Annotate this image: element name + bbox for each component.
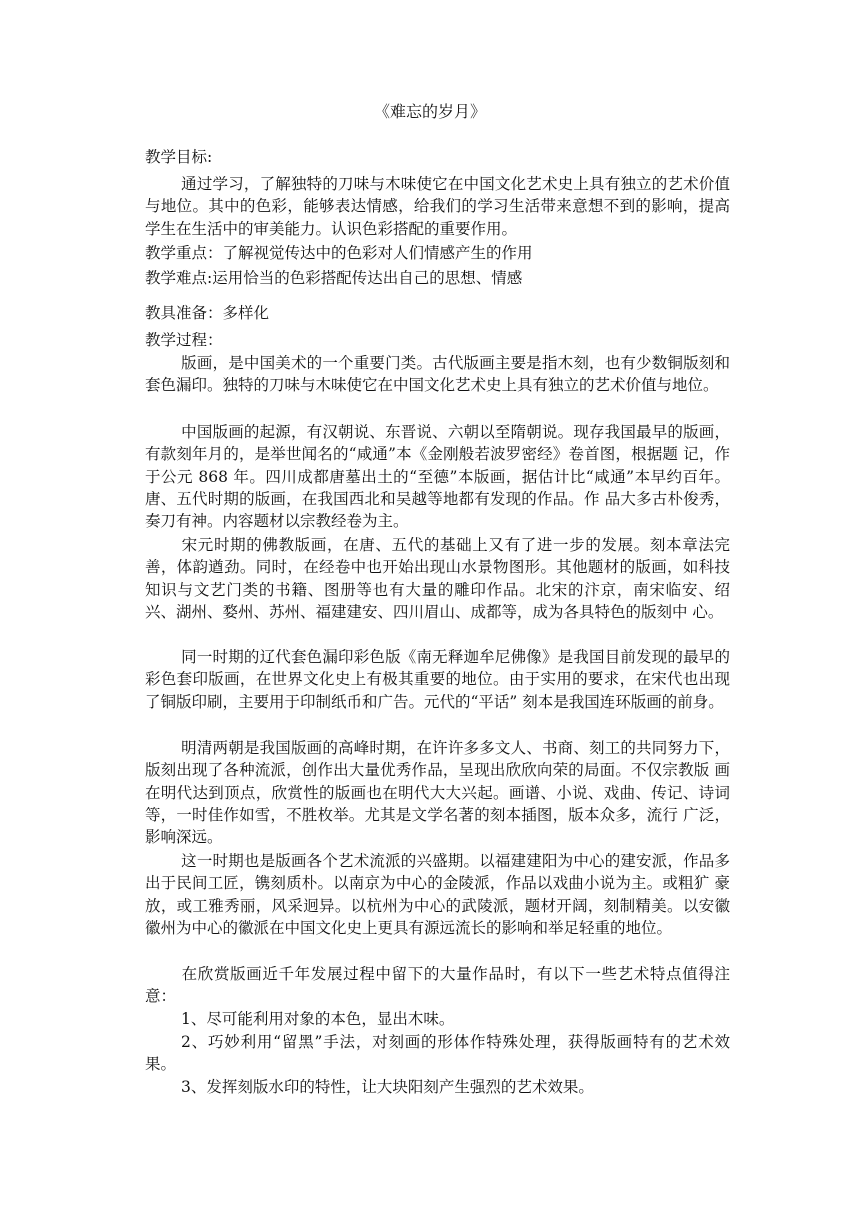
- difficulty: 教学难点:运用恰当的色彩搭配传达出自己的思想、情感: [145, 269, 523, 287]
- paragraph: 宋元时期的佛教版画，在唐、五代的基础上又有了进一步的发展。刻本章法完善，体韵遒劲。同时，在经卷中也开始出现山水景物图形。其他题材的版画，如科技 知识与文艺门类的书籍、图册等也有大量的雕印作品。北宋的汴京，南宋临安、绍兴、湖州、婺州、苏州、福建建安、四川眉山、成都等，成为各具特色的版刻中 心。: [145, 536, 730, 621]
- paragraph: 版画，是中国美术的一个重要门类。古代版画主要是指木刻，也有少数铜版刻和套色漏印。独特的刀味与木味使它在中国文化艺术史上具有独立的艺术价值与地位。: [145, 354, 730, 395]
- teaching-goal-text: 通过学习，了解独特的刀味与木味使它在中国文化艺术史上具有独立的艺术价值与地位。其中的色彩，能够表达情感，给我们的学习生活带来意想不到的影响，提高学生在生活中的审美能力。认识色彩搭配的重要作用。: [145, 175, 730, 238]
- paragraph: 明清两朝是我国版画的高峰时期，在许许多多文人、书商、刻工的共同努力下，版刻出现了各种流派，创作出大量优秀作品，呈现出欣欣向荣的局面。不仅宗教版 画在明代达到顶点，欣赏性的版画也在明代大大兴起。画谱、小说、戏曲、传记、诗词等，一时佳作如雪，不胜枚举。尤其是文学名著的刻本插图，版本众多，流行 广泛，影响深远。: [145, 739, 730, 847]
- teaching-goal-label: 教学目标:: [145, 148, 213, 166]
- key-point: 教学重点：了解视觉传达中的色彩对人们情感产生的作用: [145, 244, 533, 262]
- paragraph: 同一时期的辽代套色漏印彩色版《南无释迦牟尼佛像》是我国目前发现的最早的彩色套印版画，在世界文化史上有极其重要的地位。由于实用的要求，在宋代也出现了铜版印刷，主要用于印制纸币和广告。元代的“平话” 刻本是我国连环版画的前身。: [145, 648, 730, 711]
- document-title: 《难忘的岁月》: [373, 102, 486, 121]
- list-item: 3、发挥刻版水印的特性，让大块阳刻产生强烈的艺术效果。: [181, 1078, 594, 1096]
- list-item: 1、尽可能利用对象的本色，显出木味。: [181, 1010, 455, 1028]
- paragraph: 在欣赏版画近千年发展过程中留下的大量作品时，有以下一些艺术特点值得注意：: [145, 965, 730, 1006]
- paragraph: 这一时期也是版画各个艺术流派的兴盛期。以福建建阳为中心的建安派，作品多出于民间工匠，镌刻质朴。以南京为中心的金陵派，作品以戏曲小说为主。或粗犷 豪放，或工雅秀丽，风采迥异。以杭州为中心的武陵派，题材开阔，刻制精美。以安徽徽州为中心的徽派在中国文化史上更具有源远流长的影响和举足轻重的地位。: [145, 852, 730, 937]
- paragraph: 中国版画的起源，有汉朝说、东晋说、六朝以至隋朝说。现存我国最早的版画，有款刻年月的，是举世闻名的“咸通”本《金刚般若波罗密经》卷首图，根据题 记，作于公元 868 年。四川成都唐墓出土的“至德”本版画，据估计比“咸通”本早约百年。 唐、五代时期的版画，在我国西北和吴越等地都有发现的作品。作 品大多古朴俊秀，奏刀有神。内容题材以宗教经卷为主。: [145, 423, 730, 531]
- teaching-tools: 教具准备：多样化: [145, 304, 270, 322]
- teaching-process-label: 教学过程：: [145, 331, 223, 349]
- list-item: 2、巧妙利用“留黑”手法，对刻画的形体作特殊处理，获得版画特有的艺术效果。: [145, 1033, 730, 1074]
